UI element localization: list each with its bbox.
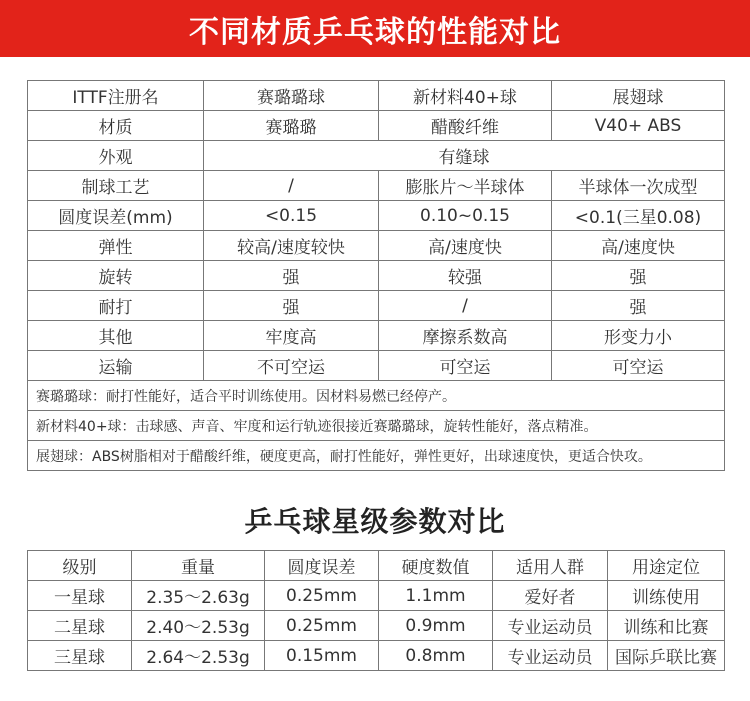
header-cell: 适用人群 — [493, 551, 608, 581]
table-cell: V40+ ABS — [552, 111, 725, 141]
table-row — [28, 321, 725, 351]
table-cell: 牢度高 — [204, 321, 379, 351]
table-row — [28, 261, 725, 291]
header-cell: 用途定位 — [608, 551, 725, 581]
table-cell: 2.40～2.53g — [132, 611, 265, 641]
table-cell: 高/速度快 — [379, 231, 552, 261]
table-cell: <0.1(三星0.08) — [552, 201, 725, 231]
table-cell: / — [379, 291, 552, 321]
table-cell: 专业运动员 — [493, 641, 608, 671]
table-cell: 训练使用 — [608, 581, 725, 611]
table-cell: 半球体一次成型 — [552, 171, 725, 201]
table-cell: <0.15 — [204, 201, 379, 231]
row-label: 圆度误差(mm) — [28, 201, 204, 231]
header-cell: 赛璐璐球 — [204, 81, 379, 111]
banner-title: 不同材质乒乓球的性能对比 — [189, 14, 561, 50]
row-label: 旋转 — [28, 261, 204, 291]
header-cell: 级别 — [28, 551, 132, 581]
row-label: 外观 — [28, 141, 204, 171]
row-label: 运输 — [28, 351, 204, 381]
table-cell: 0.25mm — [265, 611, 379, 641]
page-banner — [0, 0, 750, 57]
table-cell: 强 — [552, 261, 725, 291]
note-row — [28, 381, 725, 411]
note-row — [28, 411, 725, 441]
table-cell: 可空运 — [379, 351, 552, 381]
table-cell: 摩擦系数高 — [379, 321, 552, 351]
header-cell: 展翅球 — [552, 81, 725, 111]
table-cell: 赛璐璐 — [204, 111, 379, 141]
table-cell: / — [204, 171, 379, 201]
table-cell: 2.64～2.53g — [132, 641, 265, 671]
header-cell: 硬度数值 — [379, 551, 493, 581]
table-cell: 形变力小 — [552, 321, 725, 351]
table-cell: 1.1mm — [379, 581, 493, 611]
table-cell: 高/速度快 — [552, 231, 725, 261]
table-cell: 二星球 — [28, 611, 132, 641]
table-cell: 三星球 — [28, 641, 132, 671]
table-cell: 不可空运 — [204, 351, 379, 381]
table-cell: 国际乒联比赛 — [608, 641, 725, 671]
table-row — [28, 171, 725, 201]
row-label: 其他 — [28, 321, 204, 351]
table-cell: 0.25mm — [265, 581, 379, 611]
note-text: 赛璐璐球：耐打性能好，适合平时训练使用。因材料易燃已经停产。 — [28, 381, 725, 411]
table-cell: 0.8mm — [379, 641, 493, 671]
table-cell: 0.10~0.15 — [379, 201, 552, 231]
star-grade-table — [27, 550, 725, 671]
table-cell: 2.35～2.63g — [132, 581, 265, 611]
section-title: 乒乓球星级参数对比 — [244, 505, 506, 538]
row-label: 弹性 — [28, 231, 204, 261]
table-cell: 膨胀片～半球体 — [379, 171, 552, 201]
table-cell: 专业运动员 — [493, 611, 608, 641]
table-row — [28, 351, 725, 381]
header-cell: 新材料40+球 — [379, 81, 552, 111]
table-cell: 0.15mm — [265, 641, 379, 671]
header-cell: ITTF注册名 — [28, 81, 204, 111]
row-label: 制球工艺 — [28, 171, 204, 201]
table-cell: 较高/速度较快 — [204, 231, 379, 261]
table-cell: 爱好者 — [493, 581, 608, 611]
table-row — [28, 231, 725, 261]
table-cell: 0.9mm — [379, 611, 493, 641]
table-row — [28, 641, 725, 671]
table-row — [28, 581, 725, 611]
header-cell: 重量 — [132, 551, 265, 581]
table-cell: 一星球 — [28, 581, 132, 611]
table-cell-merged: 有缝球 — [204, 141, 725, 171]
table-cell: 训练和比赛 — [608, 611, 725, 641]
table-header-row — [28, 551, 725, 581]
table-cell: 醋酸纤维 — [379, 111, 552, 141]
note-row — [28, 441, 725, 471]
row-label: 耐打 — [28, 291, 204, 321]
table-cell: 强 — [204, 291, 379, 321]
header-cell: 圆度误差 — [265, 551, 379, 581]
table-cell: 较强 — [379, 261, 552, 291]
table-row — [28, 111, 725, 141]
table-header-row — [28, 81, 725, 111]
table-cell: 可空运 — [552, 351, 725, 381]
note-text: 展翅球：ABS树脂相对于醋酸纤维，硬度更高，耐打性能好，弹性更好，出球速度快，更适合快攻。 — [28, 441, 725, 471]
table-row — [28, 291, 725, 321]
table-cell: 强 — [552, 291, 725, 321]
material-comparison-table — [27, 80, 725, 471]
table-cell: 强 — [204, 261, 379, 291]
table-row — [28, 611, 725, 641]
table-row — [28, 201, 725, 231]
note-text: 新材料40+球：击球感、声音、牢度和运行轨迹很接近赛璐璐球，旋转性能好，落点精准。 — [28, 411, 725, 441]
table-row — [28, 141, 725, 171]
row-label: 材质 — [28, 111, 204, 141]
